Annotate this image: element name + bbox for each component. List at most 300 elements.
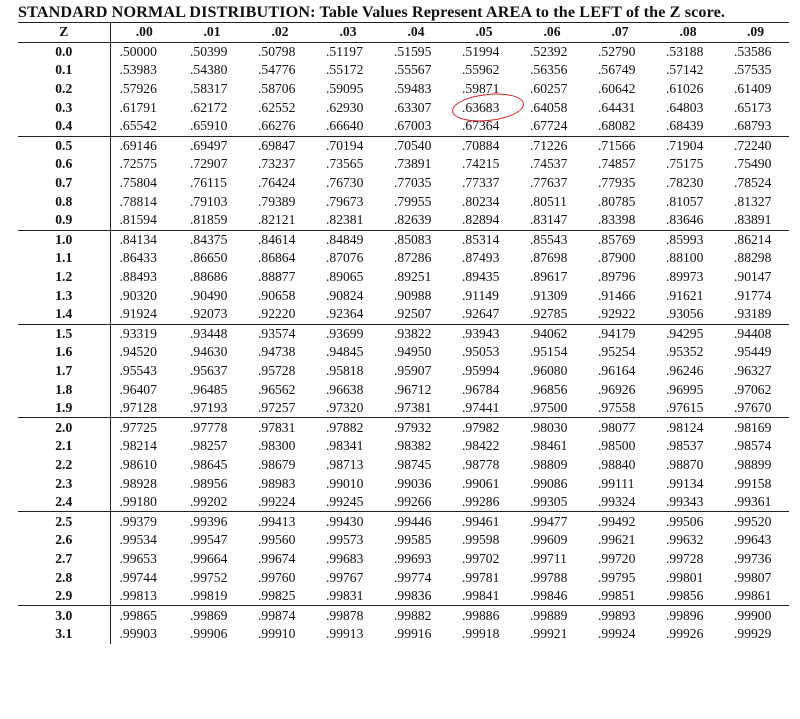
table-cell: .81859 [178,211,246,230]
table-cell: .95728 [258,362,296,378]
table-cell: .99781 [462,569,500,585]
z-value: 0.3 [18,98,110,117]
z-value: 0.6 [18,155,110,174]
z-value: 2.8 [18,568,110,587]
table-cell: .97128 [110,399,178,418]
column-header: .07 [586,23,654,43]
z-value: 1.8 [18,380,110,399]
table-cell: .51994 [462,43,500,59]
table-cell: .85993 [666,231,704,247]
table-cell: .99720 [598,550,636,566]
table-cell: .82894 [450,211,518,230]
column-header: .05 [450,23,518,43]
table-cell: .99343 [654,493,722,512]
table-cell: .82381 [314,211,382,230]
table-cell: .99841 [450,587,518,606]
table-cell: .98030 [530,419,568,435]
table-cell: .94738 [258,344,296,360]
table-cell: .94179 [598,325,636,341]
z-value: 1.7 [18,362,110,381]
table-cell: .71226 [530,137,568,153]
table-cell: .97932 [394,419,432,435]
column-header: .01 [178,23,246,43]
table-cell: .99585 [394,532,432,548]
table-row [18,192,789,211]
table-cell: .99492 [598,513,636,529]
table-cell: .98956 [190,475,228,491]
table-cell: .96784 [462,381,500,397]
table-cell: .98257 [190,438,228,454]
table-cell: .95154 [530,344,568,360]
table-cell: .65173 [734,99,772,115]
table-row [18,61,789,80]
table-cell: .99224 [246,493,314,512]
table-cell: .55567 [394,62,432,78]
table-cell: .64803 [666,99,704,115]
table-cell: .50798 [258,43,296,59]
z-value: 3.0 [18,606,110,625]
table-cell: .99893 [598,607,636,623]
z-value: 2.6 [18,531,110,550]
table-cell: .89796 [598,269,636,285]
table-cell: .73565 [326,156,364,172]
table-cell: .56749 [598,62,636,78]
table-cell: .99916 [394,626,432,642]
table-cell: .99086 [530,475,568,491]
table-cell: .80785 [598,193,636,209]
table-cell: .99924 [598,626,636,642]
table-row [18,98,789,117]
table-cell: .97320 [314,399,382,418]
table-cell: .98461 [530,438,568,454]
table-row [18,606,789,625]
z-value: 1.4 [18,305,110,324]
table-cell: .61791 [119,99,157,115]
table-cell: .98422 [462,438,500,454]
table-cell: .82639 [382,211,450,230]
table-row [18,174,789,193]
table-row [18,380,789,399]
z-table [18,22,789,644]
z-value: 1.2 [18,268,110,287]
table-cell: .97441 [450,399,518,418]
table-cell: .99653 [119,550,157,566]
table-cell: .99851 [586,587,654,606]
table-row [18,324,789,343]
table-cell: .99202 [178,493,246,512]
table-cell: .98124 [666,419,704,435]
table-cell: .99010 [326,475,364,491]
table-cell: .56356 [530,62,568,78]
table-cell: .96995 [666,381,704,397]
table-cell: .81057 [666,193,704,209]
table-header [18,23,789,43]
table-cell: .96080 [530,362,568,378]
table-cell: .57142 [666,62,704,78]
z-value: 2.5 [18,512,110,531]
table-cell: .87698 [530,250,568,266]
table-cell: .99573 [326,532,364,548]
table-cell: .99036 [394,475,432,491]
table-cell: .98077 [598,419,636,435]
table-cell: .99896 [666,607,704,623]
table-cell: .53586 [734,43,772,59]
table-cell: .98382 [394,438,432,454]
table-cell: .94845 [326,344,364,360]
table-cell: .97670 [722,399,789,418]
table-cell: .57926 [119,81,157,97]
table-cell: .98537 [666,438,704,454]
table-cell: .93943 [462,325,500,341]
header-row [18,23,789,43]
table-cell: .93189 [722,305,789,324]
table-cell: .92507 [382,305,450,324]
table-cell: .99744 [119,569,157,585]
table-cell: .59483 [394,81,432,97]
table-cell: .99477 [530,513,568,529]
table-cell: .99547 [190,532,228,548]
table-row [18,136,789,155]
table-cell: .99180 [110,493,178,512]
z-value: 2.9 [18,587,110,606]
table-cell: .75175 [666,156,704,172]
z-value: 1.3 [18,286,110,305]
table-cell: .99061 [462,475,500,491]
table-cell: .70540 [394,137,432,153]
table-cell: .87493 [462,250,500,266]
table-cell: .99813 [110,587,178,606]
table-cell: .86433 [119,250,157,266]
table-cell: .98899 [734,456,772,472]
table-cell: .90490 [190,287,228,303]
table-cell: .99889 [530,607,568,623]
table-cell: .61409 [734,81,772,97]
table-cell: .89251 [394,269,432,285]
table-cell: .94520 [119,344,157,360]
table-row [18,418,789,437]
column-header: .06 [518,23,586,43]
table-cell: .99918 [462,626,500,642]
table-cell: .99886 [462,607,500,623]
z-value: 0.4 [18,117,110,136]
table-cell: .74215 [462,156,500,172]
table-cell: .96856 [530,381,568,397]
table-cell: .99819 [178,587,246,606]
table-row [18,531,789,550]
table-cell: .98745 [394,456,432,472]
table-cell: .99728 [666,550,704,566]
table-cell: .96246 [666,362,704,378]
table-cell: .99324 [586,493,654,512]
z-value: 1.5 [18,324,110,343]
table-cell: .99910 [258,626,296,642]
table-cell: .50000 [119,43,157,59]
table-cell: .91466 [598,287,636,303]
table-cell: .94950 [394,344,432,360]
table-cell: .99711 [530,550,567,566]
table-cell: .72907 [190,156,228,172]
table-cell: .98214 [119,438,157,454]
z-value: 2.3 [18,474,110,493]
table-row [18,456,789,475]
table-row [18,587,789,606]
table-cell: .98300 [258,438,296,454]
table-row [18,268,789,287]
table-cell: .99906 [190,626,228,642]
table-cell: .91309 [530,287,568,303]
table-cell: .52392 [530,43,568,59]
table-cell: .83891 [722,211,789,230]
table-cell: .62172 [190,99,228,115]
table-cell: .95994 [462,362,500,378]
table-cell: .87286 [394,250,432,266]
table-cell: .84134 [119,231,157,247]
table-cell: .93822 [394,325,432,341]
table-cell: .55172 [326,62,364,78]
table-cell: .96407 [119,381,157,397]
table-cell: .89973 [666,269,704,285]
table-cell: .77935 [598,175,636,191]
table-row [18,512,789,531]
table-cell: .53983 [119,62,157,78]
table-cell: .91924 [110,305,178,324]
table-cell: .99878 [326,607,364,623]
table-cell: .98169 [734,419,772,435]
table-cell: .98645 [190,456,228,472]
table-row [18,568,789,587]
z-value: 1.0 [18,230,110,249]
table-cell: .99379 [119,513,157,529]
z-value: 0.7 [18,174,110,193]
table-cell: .98713 [326,456,364,472]
table-cell: .85083 [394,231,432,247]
table-cell: .55962 [462,62,500,78]
table-cell: .86650 [190,250,228,266]
table-cell: .54380 [190,62,228,78]
table-cell: .97193 [178,399,246,418]
table-cell: .91621 [666,287,704,303]
table-cell: .95449 [734,344,772,360]
table-cell: .98870 [666,456,704,472]
table-cell: .99560 [258,532,296,548]
table-cell: .99846 [518,587,586,606]
table-cell: .79389 [258,193,296,209]
table-cell: .99245 [314,493,382,512]
table-cell: .77637 [530,175,568,191]
table-cell: .98928 [119,475,157,491]
table-cell: .99774 [394,569,432,585]
table-cell: .50399 [190,43,228,59]
table-cell: .99767 [326,569,364,585]
table-cell: .96327 [734,362,772,378]
table-cell: .99158 [734,475,772,491]
table-cell: .96926 [598,381,636,397]
table-cell: .99752 [190,569,228,585]
table-cell: .73237 [258,156,296,172]
table-cell: .96485 [190,381,228,397]
table-cell: .99446 [394,513,432,529]
table-cell: .74537 [530,156,568,172]
column-header: .08 [654,23,722,43]
table-cell: .95352 [666,344,704,360]
table-cell: .77035 [394,175,432,191]
table-cell: .99921 [530,626,568,642]
z-value: 0.9 [18,211,110,230]
table-cell: .85543 [530,231,568,247]
table-cell: .53188 [666,43,704,59]
table-cell: .92073 [178,305,246,324]
table-cell: .94295 [666,325,704,341]
table-cell: .95053 [462,344,500,360]
table-cell: .99266 [382,493,450,512]
table-cell: .99874 [258,607,296,623]
table-cell: .65542 [110,117,178,136]
table-cell: .90658 [258,287,296,303]
z-value: 0.1 [18,61,110,80]
table-cell: .97615 [654,399,722,418]
table-cell: .84614 [258,231,296,247]
table-cell: .63683 [462,99,500,115]
table-cell: .75804 [119,175,157,191]
table-cell: .99795 [598,569,636,585]
table-cell: .99520 [734,513,772,529]
table-cell: .88877 [258,269,296,285]
table-cell: .76424 [258,175,296,191]
table-cell: .95543 [119,362,157,378]
table-row [18,286,789,305]
table-cell: .67364 [450,117,518,136]
table-cell: .78524 [734,175,772,191]
table-cell: .93699 [326,325,364,341]
table-cell: .65910 [178,117,246,136]
table-cell: .99361 [722,493,789,512]
table-cell: .98983 [258,475,296,491]
table-cell: .62552 [258,99,296,115]
table-cell: .75490 [734,156,772,172]
table-cell: .96562 [258,381,296,397]
table-cell: .97831 [258,419,296,435]
z-value: 0.2 [18,80,110,99]
table-cell: .59095 [326,81,364,97]
table-cell: .69847 [258,137,296,153]
table-cell: .99643 [734,532,772,548]
table-cell: .72240 [734,137,772,153]
table-cell: .80234 [462,193,500,209]
table-cell: .99305 [518,493,586,512]
table-cell: .82121 [246,211,314,230]
z-value: 1.9 [18,399,110,418]
table-cell: .77337 [462,175,500,191]
table-cell: .92785 [518,305,586,324]
table-cell: .99903 [119,626,157,642]
table-cell: .86864 [258,250,296,266]
table-cell: .79103 [190,193,228,209]
table-cell: .68793 [722,117,789,136]
table-cell: .97381 [382,399,450,418]
table-cell: .71904 [666,137,704,153]
table-cell: .62930 [326,99,364,115]
table-cell: .87076 [326,250,364,266]
table-cell: .69146 [119,137,157,153]
table-cell: .93319 [119,325,157,341]
table-cell: .76730 [326,175,364,191]
table-cell: .99621 [598,532,636,548]
table-cell: .95254 [598,344,636,360]
table-cell: .99807 [734,569,772,585]
column-header: .04 [382,23,450,43]
table-row [18,550,789,569]
table-cell: .98778 [462,456,500,472]
table-cell: .66640 [314,117,382,136]
table-row [18,117,789,136]
table-cell: .99760 [258,569,296,585]
table-cell: .99736 [734,550,772,566]
table-cell: .74857 [598,156,636,172]
z-value: 1.6 [18,343,110,362]
z-value: 2.7 [18,550,110,569]
table-cell: .97882 [326,419,364,435]
table-cell: .99856 [654,587,722,606]
table-cell: .70194 [326,137,364,153]
table-cell: .99882 [394,607,432,623]
table-cell: .64058 [530,99,568,115]
table-cell: .99926 [666,626,704,642]
table-cell: .83398 [586,211,654,230]
table-cell: .99702 [462,550,500,566]
z-value: 2.4 [18,493,110,512]
table-cell: .99632 [666,532,704,548]
table-cell: .67003 [382,117,450,136]
table-cell: .51595 [394,43,432,59]
table-cell: .93574 [258,325,296,341]
table-cell: .66276 [246,117,314,136]
table-row [18,437,789,456]
table-row [18,343,789,362]
table-cell: .89617 [530,269,568,285]
table-cell: .51197 [326,43,363,59]
column-header: .00 [110,23,178,43]
table-cell: .69497 [190,137,228,153]
table-row [18,625,789,644]
table-cell: .97558 [586,399,654,418]
table-cell: .71566 [598,137,636,153]
table-cell: .98840 [598,456,636,472]
column-header: .03 [314,23,382,43]
table-cell: .99825 [246,587,314,606]
table-cell: .95637 [190,362,228,378]
table-row [18,474,789,493]
table-cell: .97062 [734,381,772,397]
table-cell: .89065 [326,269,364,285]
z-value: 1.1 [18,249,110,268]
table-cell: .78814 [119,193,157,209]
table-cell: .58706 [258,81,296,97]
table-cell: .99913 [326,626,364,642]
table-cell: .61026 [666,81,704,97]
table-cell: .58317 [190,81,228,97]
table-cell: .52790 [598,43,636,59]
table-row [18,230,789,249]
table-row [18,305,789,324]
table-cell: .85314 [462,231,500,247]
table-cell: .91774 [734,287,772,303]
table-cell: .57535 [734,62,772,78]
table-cell: .99396 [190,513,228,529]
table-cell: .99836 [382,587,450,606]
table-row [18,399,789,418]
table-cell: .99929 [734,626,772,642]
z-value: 2.2 [18,456,110,475]
